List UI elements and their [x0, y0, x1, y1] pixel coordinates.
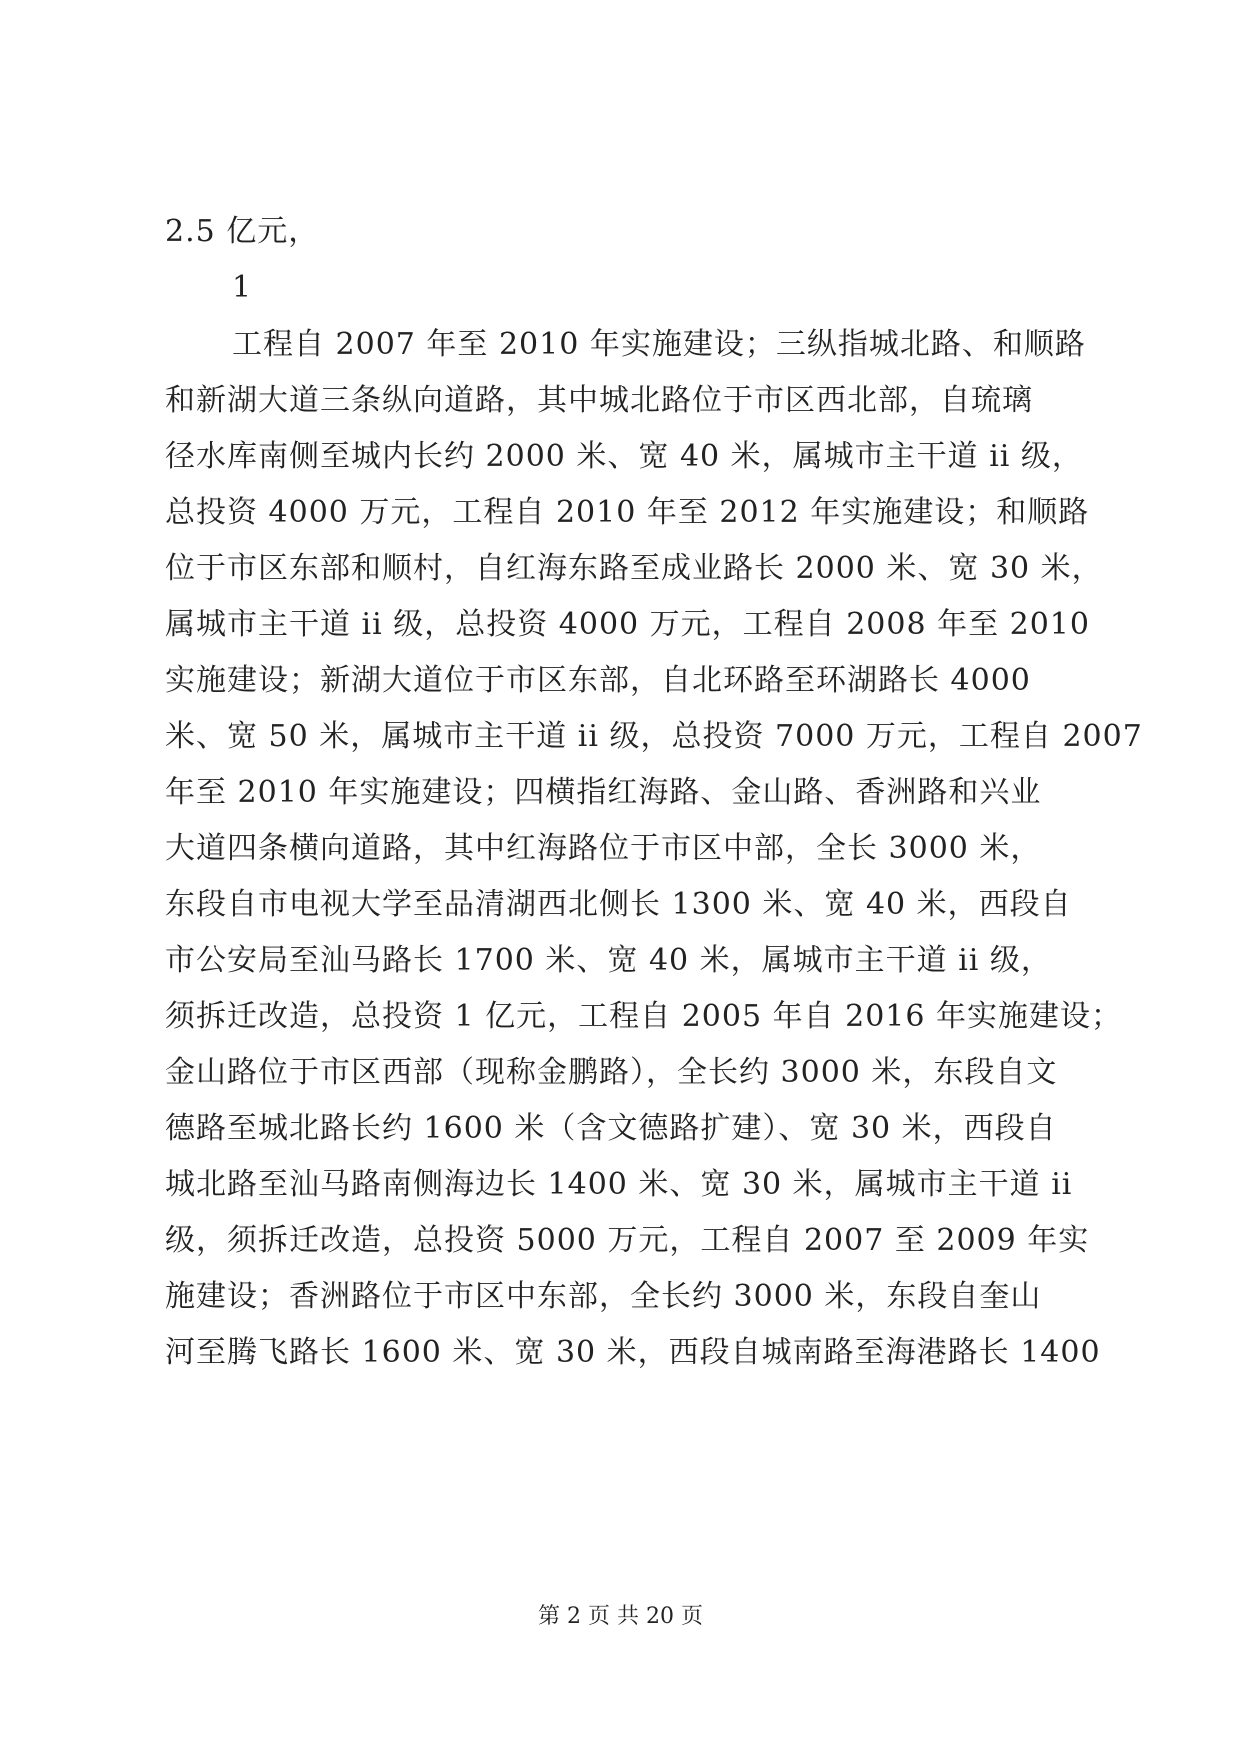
paragraph-line-17: 级，须拆迁改造，总投资 5000 万元，工程自 2007 至 2009 年实 [165, 1223, 1090, 1258]
paragraph-line-4: 总投资 4000 万元，工程自 2010 年至 2012 年实施建设；和顺路 [165, 495, 1090, 530]
page-number-marker: 1 [232, 270, 253, 305]
paragraph-line-1: 工程自 2007 年至 2010 年实施建设；三纵指城北路、和顺路 [232, 327, 1086, 362]
paragraph-line-19: 河至腾飞路长 1600 米、宽 30 米，西段自城南路至海港路长 1400 [165, 1335, 1101, 1370]
paragraph-line-6: 属城市主干道 ii 级，总投资 4000 万元，工程自 2008 年至 2010 [165, 607, 1090, 642]
paragraph-line-8: 米、宽 50 米，属城市主干道 ii 级，总投资 7000 万元，工程自 2007 [165, 719, 1143, 754]
paragraph-line-18: 施建设；香洲路位于市区中东部，全长约 3000 米，东段自奎山 [165, 1279, 1042, 1314]
paragraph-line-16: 城北路至汕马路南侧海边长 1400 米、宽 30 米，属城市主干道 ii [165, 1167, 1073, 1202]
paragraph-line-5: 位于市区东部和顺村，自红海东路至成业路长 2000 米、宽 30 米， [165, 551, 1103, 586]
paragraph-line-3: 径水库南侧至城内长约 2000 米、宽 40 米，属城市主干道 ii 级， [165, 439, 1083, 474]
paragraph-line-2: 和新湖大道三条纵向道路，其中城北路位于市区西北部，自琉璃 [165, 383, 1033, 418]
paragraph-line-10: 大道四条横向道路，其中红海路位于市区中部，全长 3000 米， [165, 831, 1042, 866]
paragraph-line-13: 须拆迁改造，总投资 1 亿元，工程自 2005 年自 2016 年实施建设； [165, 999, 1122, 1034]
paragraph-line-15: 德路至城北路长约 1600 米（含文德路扩建）、宽 30 米，西段自 [165, 1111, 1057, 1146]
paragraph-line-14: 金山路位于市区西部（现称金鹏路），全长约 3000 米，东段自文 [165, 1055, 1058, 1090]
paragraph-line-9: 年至 2010 年实施建设；四横指红海路、金山路、香洲路和兴业 [165, 775, 1042, 810]
paragraph-line-11: 东段自市电视大学至品清湖西北侧长 1300 米、宽 40 米，西段自 [165, 887, 1072, 922]
paragraph-line-7: 实施建设；新湖大道位于市区东部，自北环路至环湖路长 4000 [165, 663, 1031, 698]
paragraph-line-12: 市公安局至汕马路长 1700 米、宽 40 米，属城市主干道 ii 级， [165, 943, 1052, 978]
page-footer: 第 2 页 共 20 页 [538, 1604, 703, 1629]
text-line-1: 2.5 亿元， [165, 214, 320, 249]
